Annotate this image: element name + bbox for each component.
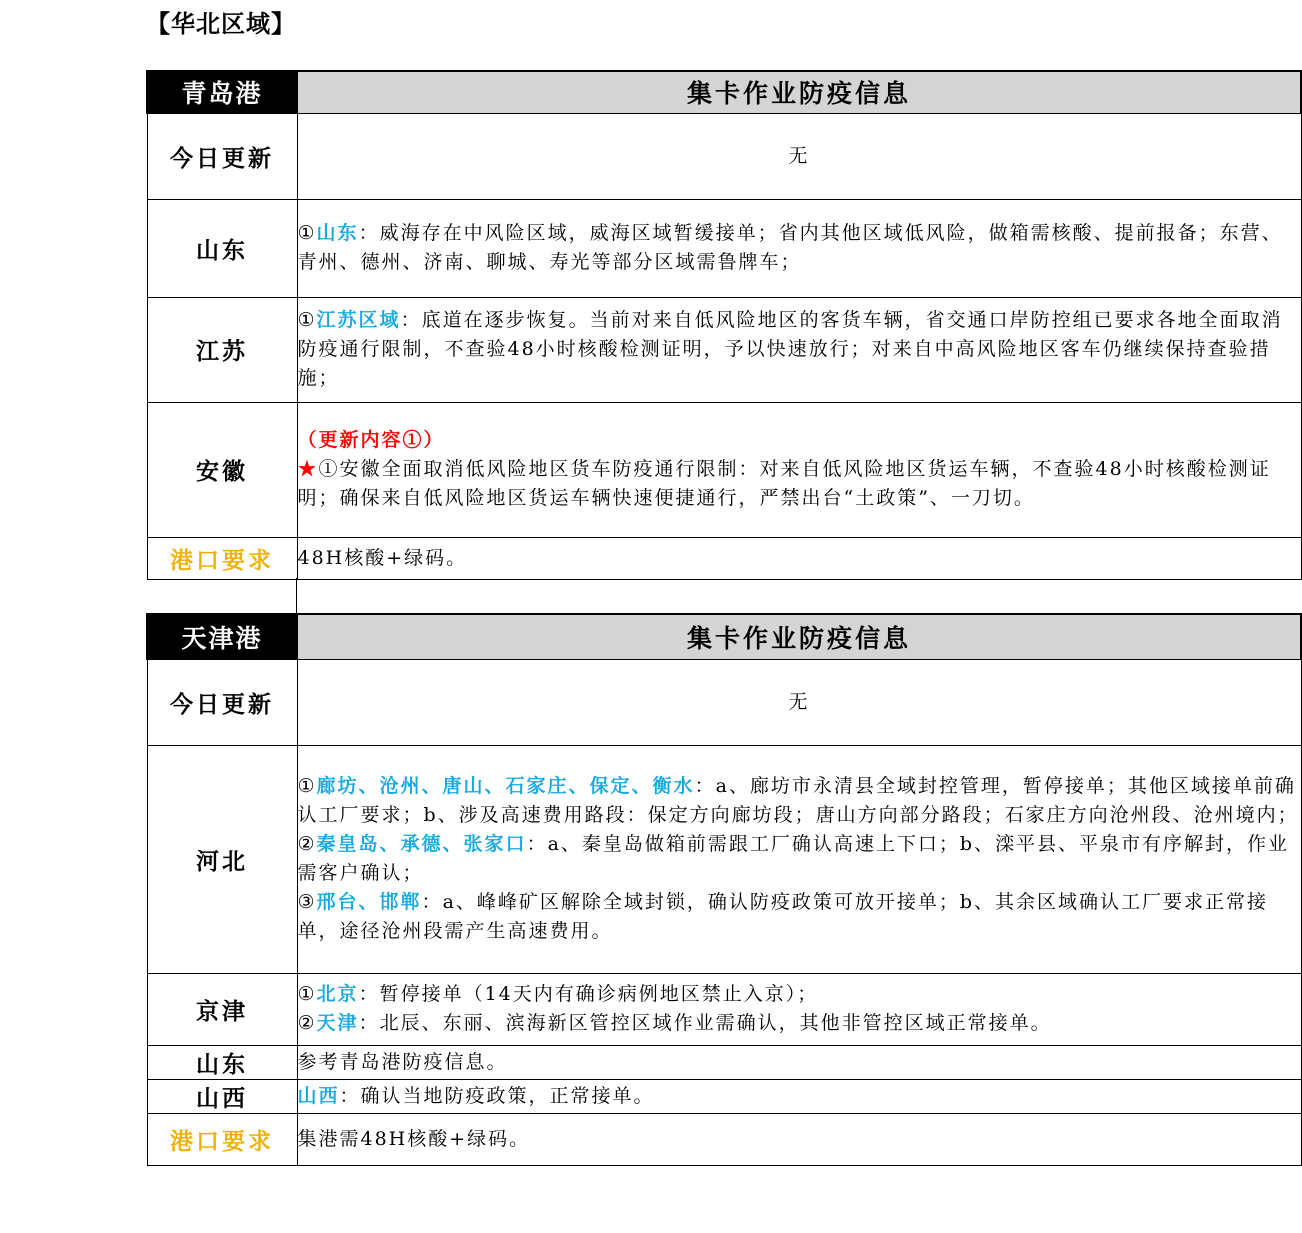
row-label-jiangsu: 江苏 <box>147 297 297 402</box>
port-name: 天津港 <box>147 614 297 659</box>
hebei-text-2: ：a、秦皇岛做箱前需跟工厂确认高速上下口；b、滦平县、平泉市有序解封，作业需客户确认； <box>297 833 1290 884</box>
tianjin-port-table <box>146 613 1302 1166</box>
row-label-anhui: 安徽 <box>147 402 297 537</box>
row-label-today: 今日更新 <box>147 659 297 745</box>
table-row <box>147 199 1301 297</box>
hebei-text-1: ：a、廊坊市永清县全域封控管理，暂停接单；其他区域接单前确认工厂要求；b、涉及高速费用路段：保定方向廊坊段；唐山方向部分路段；石家庄方向沧州段、沧州境内； <box>297 775 1299 826</box>
item-number: ① <box>297 983 317 1005</box>
item-number: ③ <box>297 891 317 913</box>
jiangsu-info <box>297 297 1301 402</box>
table-row <box>147 745 1301 973</box>
row-label-shandong: 山东 <box>147 199 297 297</box>
port-name: 青岛港 <box>147 71 297 113</box>
jingjin-text-2: ：北辰、东丽、滨海新区管控区域作业需确认，其他非管控区域正常接单。 <box>358 1012 1052 1034</box>
jingjin-text-1: ：暂停接单（14天内有确诊病例地区禁止入京）； <box>358 983 819 1005</box>
item-number: ② <box>297 833 317 855</box>
item-number: ① <box>297 222 317 244</box>
shandong-text: ：威海存在中风险区域，威海区域暂缓接单；省内其他区域低风险，做箱需核酸、提前报备；东营、青州、德州、济南、聊城、寿光等部分区域需鲁牌车； <box>297 222 1283 273</box>
shanxi-info <box>297 1079 1301 1113</box>
region-highlight: 江苏区域 <box>316 309 401 331</box>
divider <box>296 578 297 613</box>
port-requirement-text: 48H核酸+绿码。 <box>297 537 1301 579</box>
row-label-requirement: 港口要求 <box>147 1113 297 1165</box>
shandong-info <box>297 199 1301 297</box>
table-header: 集卡作业防疫信息 <box>297 71 1301 113</box>
anhui-text: ①安徽全面取消低风险地区货车防疫通行限制：对来自低风险地区货运车辆，不查验48小时核酸检测证明；确保来自低风险地区货运车辆快速便捷通行，严禁出台“土政策”、一刀切。 <box>297 458 1271 509</box>
row-label-shanxi: 山西 <box>147 1079 297 1113</box>
shanxi-text: ：确认当地防疫政策，正常接单。 <box>339 1084 655 1107</box>
star-icon: ★ <box>297 458 319 480</box>
region-highlight: 山西 <box>297 1084 340 1107</box>
port-requirement-text: 集港需48H核酸+绿码。 <box>297 1113 1301 1165</box>
row-label-requirement: 港口要求 <box>147 537 297 579</box>
table-row <box>147 973 1301 1045</box>
row-label-shandong: 山东 <box>147 1045 297 1079</box>
item-number: ① <box>297 309 317 331</box>
update-note: （更新内容①） <box>297 429 445 451</box>
table-row <box>147 537 1301 579</box>
qingdao-port-table <box>146 70 1302 580</box>
shandong-ref-text: 参考青岛港防疫信息。 <box>297 1045 1301 1079</box>
item-number: ② <box>297 1012 317 1034</box>
hebei-info <box>297 745 1301 973</box>
jiangsu-text: ：底道在逐步恢复。当前对来自低风险地区的客货车辆，省交通口岸防控组已要求各地全面取消防疫通行限制，不查验48小时核酸检测证明，予以快速放行；对来自中高风险地区客车仍继续保持查验措施； <box>297 309 1283 389</box>
table-row <box>147 402 1301 537</box>
region-highlight: 邢台、邯郸 <box>316 891 422 913</box>
region-highlight: 天津 <box>316 1012 359 1034</box>
table-row <box>147 659 1301 745</box>
item-number: ① <box>297 775 317 797</box>
region-highlight: 山东 <box>316 222 359 244</box>
table-row <box>147 1113 1301 1165</box>
region-highlight: 秦皇岛、承德、张家口 <box>316 833 527 855</box>
table-row <box>147 1079 1301 1113</box>
table-row <box>147 1045 1301 1079</box>
anhui-info <box>297 402 1301 537</box>
row-label-hebei: 河北 <box>147 745 297 973</box>
table-row <box>147 297 1301 402</box>
row-label-jingjin: 京津 <box>147 973 297 1045</box>
table-row <box>147 113 1301 199</box>
section-title: 【华北区域】 <box>146 9 296 38</box>
today-update-text: 无 <box>297 113 1301 199</box>
hebei-text-3: ：a、峰峰矿区解除全域封锁，确认防疫政策可放开接单；b、其余区域确认工厂要求正常接单，途径沧州段需产生高速费用。 <box>297 891 1269 942</box>
today-update-text: 无 <box>297 659 1301 745</box>
region-highlight: 廊坊、沧州、唐山、石家庄、保定、衡水 <box>316 775 695 797</box>
row-label-today: 今日更新 <box>147 113 297 199</box>
jingjin-info <box>297 973 1301 1045</box>
table-header: 集卡作业防疫信息 <box>297 614 1301 659</box>
region-highlight: 北京 <box>316 983 359 1005</box>
